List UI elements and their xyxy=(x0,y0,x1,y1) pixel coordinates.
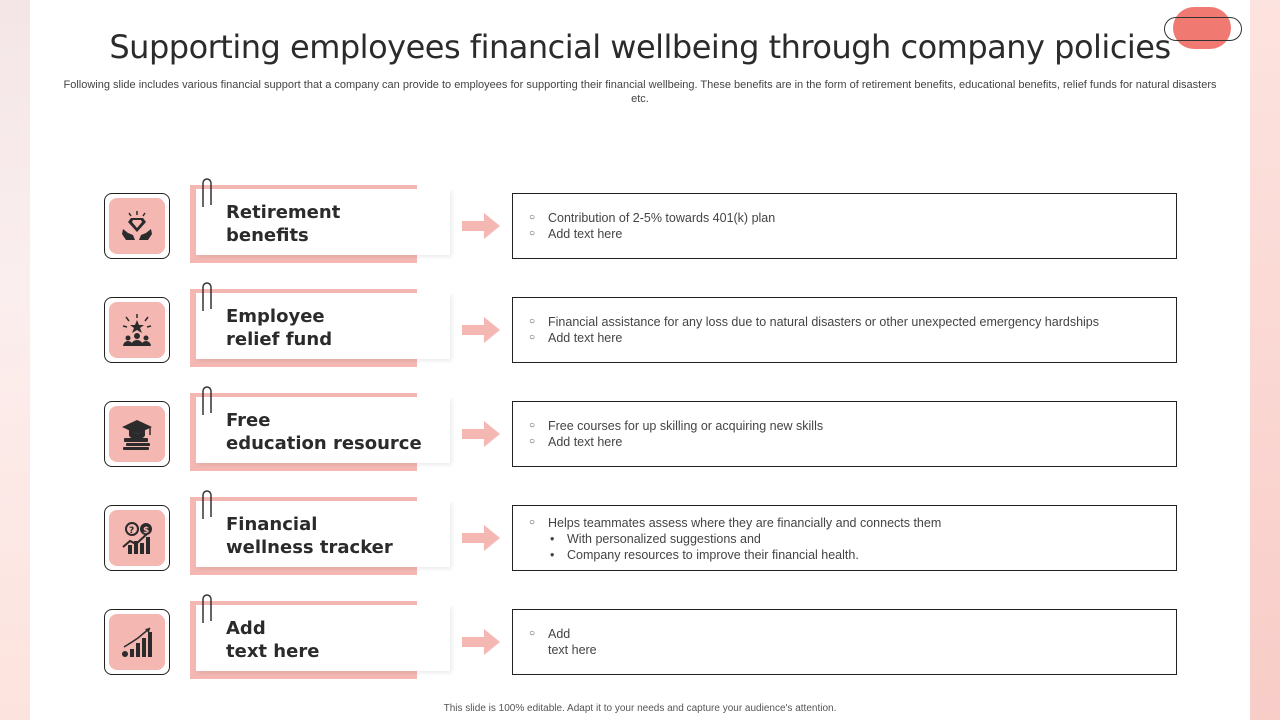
footer-note: This slide is 100% editable. Adapt it to your needs and capture your audience's attention. xyxy=(443,703,837,714)
row-relief-fund xyxy=(0,297,1280,387)
arrow-right-icon xyxy=(462,213,500,239)
row-label: Free education resource xyxy=(226,410,422,454)
row-education xyxy=(0,401,1280,491)
row-label: Retirement benefits xyxy=(226,202,341,246)
paperclip-icon xyxy=(200,385,214,419)
row-wellness-tracker xyxy=(0,505,1280,595)
arrow-right-icon xyxy=(462,525,500,551)
icon-frame xyxy=(104,609,170,675)
icon-frame xyxy=(104,401,170,467)
diamond-hands-icon xyxy=(120,209,154,243)
list-item: ○ Free courses for up skilling or acquiring new skills xyxy=(529,418,823,434)
description-box xyxy=(512,609,1177,675)
description-box xyxy=(512,193,1177,259)
list-item: ○ Add text here xyxy=(529,434,823,450)
list-item: ○ Contribution of 2-5% towards 401(k) plan xyxy=(529,210,775,226)
page-title: Supporting employees financial wellbeing through company policies xyxy=(109,28,1171,66)
row-add-text xyxy=(0,609,1280,699)
icon-frame xyxy=(104,297,170,363)
list-item-continuation: text here xyxy=(548,643,597,657)
list-item: ○ Helps teammates assess where they are financially and connects them xyxy=(529,515,941,531)
svg-text:$: $ xyxy=(143,526,150,536)
finance-growth-icon xyxy=(120,521,154,555)
graduation-books-icon xyxy=(120,417,154,451)
page-subtitle: Following slide includes various financial support that a company can provide to employees for supporting their financial wellbeing. These benefits are in the form of retirement benefits, educational benefits, relief funds for natural disasters etc. xyxy=(63,79,1217,105)
list-item: ○ Add text here xyxy=(529,330,1099,346)
bar-chart-icon xyxy=(120,625,154,659)
description-box xyxy=(512,297,1177,363)
list-subitem: • Company resources to improve their financial health. xyxy=(529,547,941,563)
description-box xyxy=(512,505,1177,571)
paperclip-icon xyxy=(200,593,214,627)
relief-people-icon xyxy=(120,313,154,347)
svg-text:?: ? xyxy=(129,526,135,536)
arrow-right-icon xyxy=(462,629,500,655)
paperclip-icon xyxy=(200,489,214,523)
row-label: Financial wellness tracker xyxy=(226,514,393,558)
arrow-right-icon xyxy=(462,317,500,343)
description-box xyxy=(512,401,1177,467)
row-label: Add text here xyxy=(226,618,320,662)
row-retirement xyxy=(0,193,1280,283)
icon-frame xyxy=(104,505,170,571)
arrow-right-icon xyxy=(462,421,500,447)
list-subitem: • With personalized suggestions and xyxy=(529,531,941,547)
list-item: ○ Add text here xyxy=(529,226,775,242)
row-label: Employee relief fund xyxy=(226,306,333,350)
paperclip-icon xyxy=(200,177,214,211)
paperclip-icon xyxy=(200,281,214,315)
list-item: ○ Financial assistance for any loss due to natural disasters or other unexpected emergency hardships xyxy=(529,314,1099,330)
list-item: ○ Add xyxy=(529,626,597,642)
icon-frame xyxy=(104,193,170,259)
